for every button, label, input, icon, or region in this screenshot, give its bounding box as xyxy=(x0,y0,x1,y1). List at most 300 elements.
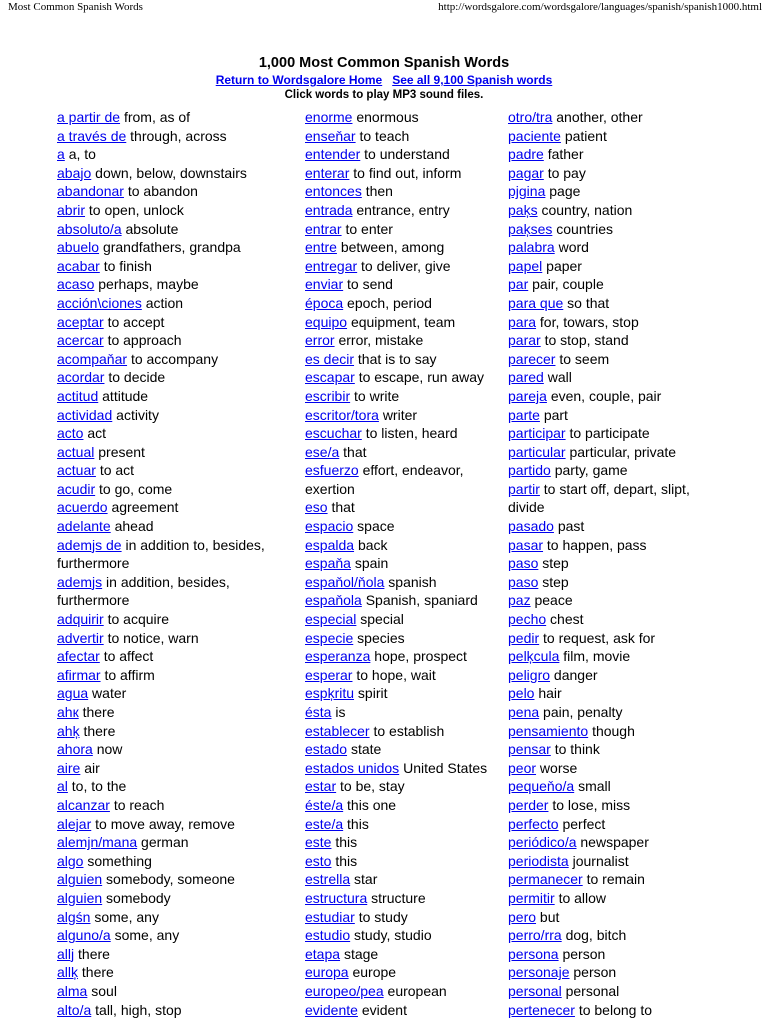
english-definition: to notice, warn xyxy=(107,629,199,646)
spanish-word-link[interactable]: es decir xyxy=(305,350,355,367)
spanish-word-link[interactable]: a partir de xyxy=(57,109,121,125)
spanish-word-link[interactable]: escuchar xyxy=(305,425,362,442)
word-entry xyxy=(57,387,297,406)
word-entry xyxy=(305,554,505,573)
english-definition: this xyxy=(335,852,358,869)
spanish-word-link[interactable]: personal xyxy=(508,982,562,999)
english-definition: to move away, remove xyxy=(95,815,235,832)
spanish-word-link[interactable]: ahora xyxy=(57,741,93,758)
spanish-word-link[interactable]: acudir xyxy=(57,480,96,497)
english-definition: absolute xyxy=(125,220,179,237)
word-entry xyxy=(508,275,718,294)
spanish-word-link[interactable]: pagar xyxy=(508,164,544,181)
word-entry xyxy=(305,852,505,871)
word-entry xyxy=(508,145,718,164)
spanish-word-link[interactable]: padre xyxy=(508,146,544,163)
spanish-word-link[interactable]: parte xyxy=(508,406,540,423)
spanish-word-link[interactable]: perfecto xyxy=(508,815,559,832)
spanish-word-link[interactable]: ademјs xyxy=(57,573,103,590)
spanish-word-link[interactable]: escritor/tora xyxy=(305,406,379,423)
spanish-word-link[interactable]: pero xyxy=(508,908,537,925)
english-definition: spanish xyxy=(388,573,437,590)
english-definition: to decide xyxy=(108,369,166,386)
spanish-word-link[interactable]: peor xyxy=(508,759,537,776)
spanish-word-link[interactable]: paso xyxy=(508,555,539,572)
word-entry xyxy=(508,889,718,908)
spanish-word-link[interactable]: estudiar xyxy=(305,908,355,925)
spanish-word-link[interactable]: acuerdo xyxy=(57,499,108,516)
spanish-word-link[interactable]: especial xyxy=(305,611,357,628)
spanish-word-link[interactable]: advertir xyxy=(57,629,104,646)
english-definition: danger xyxy=(553,666,598,683)
word-entry xyxy=(305,629,505,648)
english-definition: there xyxy=(82,704,115,720)
english-definition: structure xyxy=(371,889,426,906)
spanish-word-link[interactable]: especie xyxy=(305,629,354,646)
spanish-word-link[interactable]: paķs xyxy=(508,201,538,218)
english-definition: to approach xyxy=(107,332,182,349)
word-entry xyxy=(305,182,505,201)
spanish-word-link[interactable]: perder xyxy=(508,796,549,813)
word-entry xyxy=(305,201,505,220)
word-entry xyxy=(305,480,505,499)
spanish-word-link[interactable]: evidente xyxy=(305,1001,358,1018)
word-entry xyxy=(508,722,718,741)
english-definition: european xyxy=(387,982,447,999)
spanish-word-link[interactable]: parecer xyxy=(508,350,556,367)
spanish-word-link[interactable]: periódico/a xyxy=(508,834,577,851)
spanish-word-link[interactable]: estudio xyxy=(305,927,351,944)
word-entry xyxy=(305,926,505,945)
spanish-word-link[interactable]: alguien xyxy=(57,871,103,888)
word-entry xyxy=(57,852,297,871)
spanish-word-link[interactable]: actual xyxy=(57,443,95,460)
english-definition: to deliver, give xyxy=(361,257,451,274)
spanish-word-link[interactable]: error xyxy=(305,332,335,349)
word-entry xyxy=(57,313,297,332)
print-header xyxy=(0,0,768,18)
instructions: Click words to play MP3 sound files. xyxy=(284,89,484,101)
word-entry xyxy=(57,573,297,592)
spanish-word-link[interactable]: pelo xyxy=(508,685,535,702)
spanish-word-link[interactable]: aceptar xyxy=(57,313,104,330)
word-entry xyxy=(57,238,297,257)
spanish-word-link[interactable]: paķses xyxy=(508,220,553,237)
word-entry xyxy=(57,554,297,573)
spanish-word-link[interactable]: ahķ xyxy=(57,722,80,739)
spanish-word-link[interactable]: agua xyxy=(57,685,89,702)
spanish-word-link[interactable]: pasado xyxy=(508,518,554,535)
spanish-word-link[interactable]: allķ xyxy=(57,964,79,981)
spanish-word-link[interactable]: acabar xyxy=(57,257,100,274)
spanish-word-link[interactable]: pјgina xyxy=(508,183,546,200)
word-entry xyxy=(305,573,505,592)
english-definition: particular, private xyxy=(569,443,677,460)
spanish-word-link[interactable]: enseňar xyxy=(305,127,356,144)
word-entry xyxy=(57,926,297,945)
spanish-word-link[interactable]: pasar xyxy=(508,536,544,553)
english-definition: person xyxy=(562,945,606,962)
word-entry xyxy=(57,257,297,276)
spanish-word-link[interactable]: permitir xyxy=(508,889,555,906)
word-column-1 xyxy=(57,108,297,1019)
english-definition: so that xyxy=(567,294,610,311)
spanish-word-link[interactable]: abuelo xyxy=(57,239,100,256)
spanish-word-link[interactable]: afirmar xyxy=(57,666,101,683)
english-definition: exertion xyxy=(305,480,355,497)
english-definition: soul xyxy=(91,982,117,999)
spanish-word-link[interactable]: europeo/pea xyxy=(305,982,384,999)
spanish-word-link[interactable]: algśn xyxy=(57,908,91,925)
word-entry xyxy=(305,257,505,276)
word-entry xyxy=(57,666,297,685)
spanish-word-link[interactable]: adelante xyxy=(57,518,111,535)
word-entry xyxy=(508,629,718,648)
word-entry xyxy=(305,1001,505,1020)
word-entry xyxy=(57,722,297,741)
spanish-word-link[interactable]: eso xyxy=(305,499,328,516)
home-link[interactable]: Return to Wordsgalore Home xyxy=(215,73,383,87)
spanish-word-link[interactable]: aire xyxy=(57,759,81,776)
spanish-word-link[interactable]: personaje xyxy=(508,964,570,981)
english-definition: worse xyxy=(539,759,578,776)
spanish-word-link[interactable]: época xyxy=(305,294,344,311)
spanish-word-link[interactable]: alma xyxy=(57,982,88,999)
spanish-word-link[interactable]: a través de xyxy=(57,127,127,144)
word-entry xyxy=(57,759,297,778)
spanish-word-link[interactable]: entrada xyxy=(305,201,353,218)
spanish-word-link[interactable]: periodista xyxy=(508,852,569,869)
word-entry xyxy=(508,796,718,815)
spanish-word-link[interactable]: alemјn/mana xyxy=(57,834,138,851)
english-definition: to study xyxy=(358,908,408,925)
spanish-word-link[interactable]: permanecer xyxy=(508,871,583,888)
word-entry xyxy=(508,591,718,610)
word-entry xyxy=(305,722,505,741)
spanish-word-link[interactable]: allј xyxy=(57,945,75,962)
word-entry xyxy=(508,536,718,555)
english-definition: down, below, downstairs xyxy=(95,164,247,181)
english-definition: this xyxy=(347,815,369,832)
word-entry xyxy=(508,461,718,480)
spanish-word-link[interactable]: alguien xyxy=(57,889,103,906)
spanish-word-link[interactable]: equipo xyxy=(305,313,348,330)
english-definition: error, mistake xyxy=(338,332,424,349)
spanish-word-link[interactable]: actitud xyxy=(57,387,99,404)
word-entry xyxy=(305,127,505,146)
word-entry xyxy=(57,963,297,982)
word-entry xyxy=(57,536,297,555)
spanish-word-link[interactable]: este/a xyxy=(305,815,344,832)
english-definition: enormous xyxy=(356,109,419,125)
spanish-word-link[interactable]: actividad xyxy=(57,406,113,423)
english-definition: to affect xyxy=(103,648,154,665)
word-entry xyxy=(508,740,718,759)
word-entry xyxy=(305,684,505,703)
english-definition: for, towars, stop xyxy=(539,313,639,330)
english-definition: step xyxy=(542,555,569,572)
english-definition: spirit xyxy=(357,685,388,702)
spanish-word-link[interactable]: acaso xyxy=(57,276,95,293)
english-definition: something xyxy=(87,852,152,869)
spanish-word-link[interactable]: etapa xyxy=(305,945,341,962)
spanish-word-link[interactable]: entender xyxy=(305,146,361,163)
english-definition: to reach xyxy=(113,796,165,813)
word-entry xyxy=(508,220,718,239)
english-definition: to understand xyxy=(364,146,450,163)
spanish-word-link[interactable]: entrar xyxy=(305,220,342,237)
spanish-word-link[interactable]: afectar xyxy=(57,648,100,665)
spanish-word-link[interactable]: entre xyxy=(305,239,337,256)
word-entry xyxy=(57,1001,297,1020)
english-definition: star xyxy=(354,871,378,888)
spanish-word-link[interactable]: entregar xyxy=(305,257,358,274)
english-definition: epoch, period xyxy=(347,294,432,311)
english-definition: tall, high, stop xyxy=(95,1001,182,1018)
spanish-word-link[interactable]: acordar xyxy=(57,369,105,386)
spanish-word-link[interactable]: espaňa xyxy=(305,555,351,572)
spanish-word-link[interactable]: establecer xyxy=(305,722,370,739)
english-definition: to acquire xyxy=(107,611,170,628)
spanish-word-link[interactable]: pedir xyxy=(508,629,540,646)
english-definition: german xyxy=(141,834,189,851)
word-entry xyxy=(305,610,505,629)
english-definition: special xyxy=(360,611,404,628)
english-definition: to participate xyxy=(569,425,650,442)
spanish-word-link[interactable]: europa xyxy=(305,964,349,981)
spanish-word-link[interactable]: pelķcula xyxy=(508,648,560,665)
word-entry xyxy=(305,796,505,815)
spanish-word-link[interactable]: abandonar xyxy=(57,183,124,200)
spanish-word-link[interactable]: estar xyxy=(305,778,337,795)
spanish-word-link[interactable]: pecho xyxy=(508,611,547,628)
word-entry xyxy=(305,145,505,164)
spanish-word-link[interactable]: acercar xyxy=(57,332,104,349)
english-definition: activity xyxy=(116,406,159,423)
spanish-word-link[interactable]: escribir xyxy=(305,387,351,404)
word-entry xyxy=(57,796,297,815)
spanish-word-link[interactable]: estrella xyxy=(305,871,351,888)
english-definition: europe xyxy=(352,964,397,981)
spanish-word-link[interactable]: ademјs de xyxy=(57,536,122,553)
spanish-word-link[interactable]: espacio xyxy=(305,518,354,535)
english-definition: furthermore xyxy=(57,555,130,572)
spanish-word-link[interactable]: para xyxy=(508,313,537,330)
english-definition: countries xyxy=(556,220,614,237)
english-definition: a, to xyxy=(68,146,96,163)
spanish-word-link[interactable]: espaňola xyxy=(305,592,362,609)
word-entry xyxy=(508,945,718,964)
spanish-word-link[interactable]: enterar xyxy=(305,164,350,181)
english-definition: somebody, someone xyxy=(106,871,235,888)
spanish-word-link[interactable]: par xyxy=(508,276,529,293)
spanish-word-link[interactable]: acción\ciones xyxy=(57,294,142,311)
spanish-word-link[interactable]: pared xyxy=(508,369,544,386)
spanish-word-link[interactable]: perro/rra xyxy=(508,927,562,944)
spanish-word-link[interactable]: palabra xyxy=(508,239,555,256)
english-definition: to happen, pass xyxy=(546,536,647,553)
word-entry xyxy=(57,684,297,703)
spanish-word-link[interactable]: particular xyxy=(508,443,566,460)
spanish-word-link[interactable]: este xyxy=(305,834,332,851)
spanish-word-link[interactable]: peligro xyxy=(508,666,551,683)
spanish-word-link[interactable]: acto xyxy=(57,425,84,442)
word-entry xyxy=(508,573,718,592)
word-entry xyxy=(57,591,297,610)
english-definition: there xyxy=(81,964,114,981)
word-entry xyxy=(305,220,505,239)
spanish-word-link[interactable]: estructura xyxy=(305,889,368,906)
spanish-word-link[interactable]: esperanza xyxy=(305,648,371,665)
english-definition: action xyxy=(145,294,184,311)
spanish-word-link[interactable]: actuar xyxy=(57,462,96,479)
word-entry xyxy=(305,238,505,257)
spanish-word-link[interactable]: esperar xyxy=(305,666,353,683)
spanish-word-link[interactable]: entonces xyxy=(305,183,362,200)
english-definition: to go, come xyxy=(99,480,173,497)
word-entry xyxy=(57,498,297,517)
english-definition: from, as of xyxy=(123,109,191,125)
spanish-word-link[interactable]: paciente xyxy=(508,127,561,144)
spanish-word-link[interactable]: enorme xyxy=(305,109,353,125)
spanish-word-link[interactable]: esfuerzo xyxy=(305,462,359,479)
word-entry xyxy=(508,982,718,1001)
word-entry xyxy=(57,647,297,666)
english-definition: to hope, wait xyxy=(356,666,436,683)
spanish-word-link[interactable]: espaňol/ňola xyxy=(305,573,385,590)
word-entry xyxy=(305,350,505,369)
english-definition: there xyxy=(83,722,116,739)
title-block xyxy=(0,54,768,103)
english-definition: another, other xyxy=(556,109,643,125)
word-entry xyxy=(508,313,718,332)
spanish-word-link[interactable]: pequeňo/a xyxy=(508,778,575,795)
word-entry xyxy=(508,480,718,499)
english-definition: Spanish, spaniard xyxy=(365,592,478,609)
spanish-word-link[interactable]: éste/a xyxy=(305,796,344,813)
spanish-word-link[interactable]: ahк xyxy=(57,704,79,720)
english-definition: some, any xyxy=(114,927,180,944)
spanish-word-link[interactable]: a xyxy=(57,146,65,163)
spanish-word-link[interactable]: alcanzar xyxy=(57,796,110,813)
word-entry xyxy=(508,257,718,276)
english-definition: in addition, besides, xyxy=(106,573,230,590)
english-definition: species xyxy=(357,629,405,646)
word-entry xyxy=(305,647,505,666)
spanish-word-link[interactable]: alejar xyxy=(57,815,92,832)
english-definition: to request, ask for xyxy=(543,629,656,646)
word-entry xyxy=(305,294,505,313)
spanish-word-link[interactable]: esto xyxy=(305,852,332,869)
word-entry xyxy=(57,368,297,387)
spanish-word-link[interactable]: persona xyxy=(508,945,559,962)
spanish-word-link[interactable]: paz xyxy=(508,592,531,609)
spanish-word-link[interactable]: pensamiento xyxy=(508,722,589,739)
english-definition: to belong to xyxy=(578,1001,652,1018)
browser-url: http://wordsgalore.com/wordsgalore/languages/spanish/spanish1000.html xyxy=(438,1,762,13)
spanish-word-link[interactable]: ésta xyxy=(305,704,332,720)
english-definition: to accompany xyxy=(130,350,219,367)
spanish-word-link[interactable]: enviar xyxy=(305,276,344,293)
spanish-word-link[interactable]: estados unidos xyxy=(305,759,400,776)
spanish-word-link[interactable]: ese/a xyxy=(305,443,340,460)
word-entry xyxy=(57,945,297,964)
english-definition: act xyxy=(87,425,107,442)
english-definition: to, to the xyxy=(71,778,127,795)
spanish-word-link[interactable]: alguno/a xyxy=(57,927,111,944)
all-words-link[interactable]: See all 9,100 Spanish words xyxy=(392,73,553,87)
spanish-word-link[interactable]: espķritu xyxy=(305,685,355,702)
english-definition: to think xyxy=(554,741,600,758)
english-definition: patient xyxy=(564,127,607,144)
spanish-word-link[interactable]: papel xyxy=(508,257,543,274)
english-definition: small xyxy=(578,778,611,795)
english-definition: past xyxy=(557,518,585,535)
english-definition: even, couple, pair xyxy=(550,387,662,404)
spanish-word-link[interactable]: al xyxy=(57,778,68,795)
english-definition: but xyxy=(539,908,560,925)
word-entry xyxy=(305,815,505,834)
english-definition: person xyxy=(573,964,617,981)
spanish-word-link[interactable]: algo xyxy=(57,852,84,869)
english-definition: to be, stay xyxy=(340,778,405,795)
word-entry xyxy=(508,108,718,127)
english-definition: step xyxy=(542,573,569,590)
spanish-word-link[interactable]: partido xyxy=(508,462,551,479)
spanish-word-link[interactable]: alto/a xyxy=(57,1001,92,1018)
word-entry xyxy=(57,294,297,313)
word-entry xyxy=(305,740,505,759)
spanish-word-link[interactable]: abrir xyxy=(57,201,86,218)
spanish-word-link[interactable]: parar xyxy=(508,332,541,349)
word-entry xyxy=(57,127,297,146)
spanish-word-link[interactable]: espalda xyxy=(305,536,355,553)
word-entry xyxy=(508,387,718,406)
spanish-word-link[interactable]: abajo xyxy=(57,164,92,181)
english-definition: to establish xyxy=(373,722,445,739)
english-definition: that xyxy=(331,499,355,516)
word-entry xyxy=(508,666,718,685)
word-entry xyxy=(508,127,718,146)
word-entry xyxy=(508,350,718,369)
spanish-word-link[interactable]: partir xyxy=(508,480,540,497)
spanish-word-link[interactable]: pareja xyxy=(508,387,547,404)
spanish-word-link[interactable]: participar xyxy=(508,425,566,442)
spanish-word-link[interactable]: para que xyxy=(508,294,564,311)
spanish-word-link[interactable]: pensar xyxy=(508,741,551,758)
word-entry xyxy=(508,182,718,201)
spanish-word-link[interactable]: adquirir xyxy=(57,611,104,628)
spanish-word-link[interactable]: escapar xyxy=(305,369,355,386)
word-entry xyxy=(305,461,505,480)
spanish-word-link[interactable]: acompaňar xyxy=(57,350,128,367)
word-entry xyxy=(57,480,297,499)
spanish-word-link[interactable]: paso xyxy=(508,573,539,590)
english-definition: to allow xyxy=(558,889,607,906)
word-entry xyxy=(305,982,505,1001)
spanish-word-link[interactable]: otro/tra xyxy=(508,109,553,125)
spanish-word-link[interactable]: pertenecer xyxy=(508,1001,575,1018)
spanish-word-link[interactable]: absoluto/a xyxy=(57,220,122,237)
spanish-word-link[interactable]: estado xyxy=(305,741,348,758)
spanish-word-link[interactable]: pena xyxy=(508,704,540,720)
word-entry xyxy=(508,610,718,629)
english-definition: in addition to, besides, xyxy=(125,536,265,553)
word-entry xyxy=(508,294,718,313)
browser-page-title: Most Common Spanish Words xyxy=(8,1,143,13)
word-entry xyxy=(305,406,505,425)
word-entry xyxy=(57,201,297,220)
